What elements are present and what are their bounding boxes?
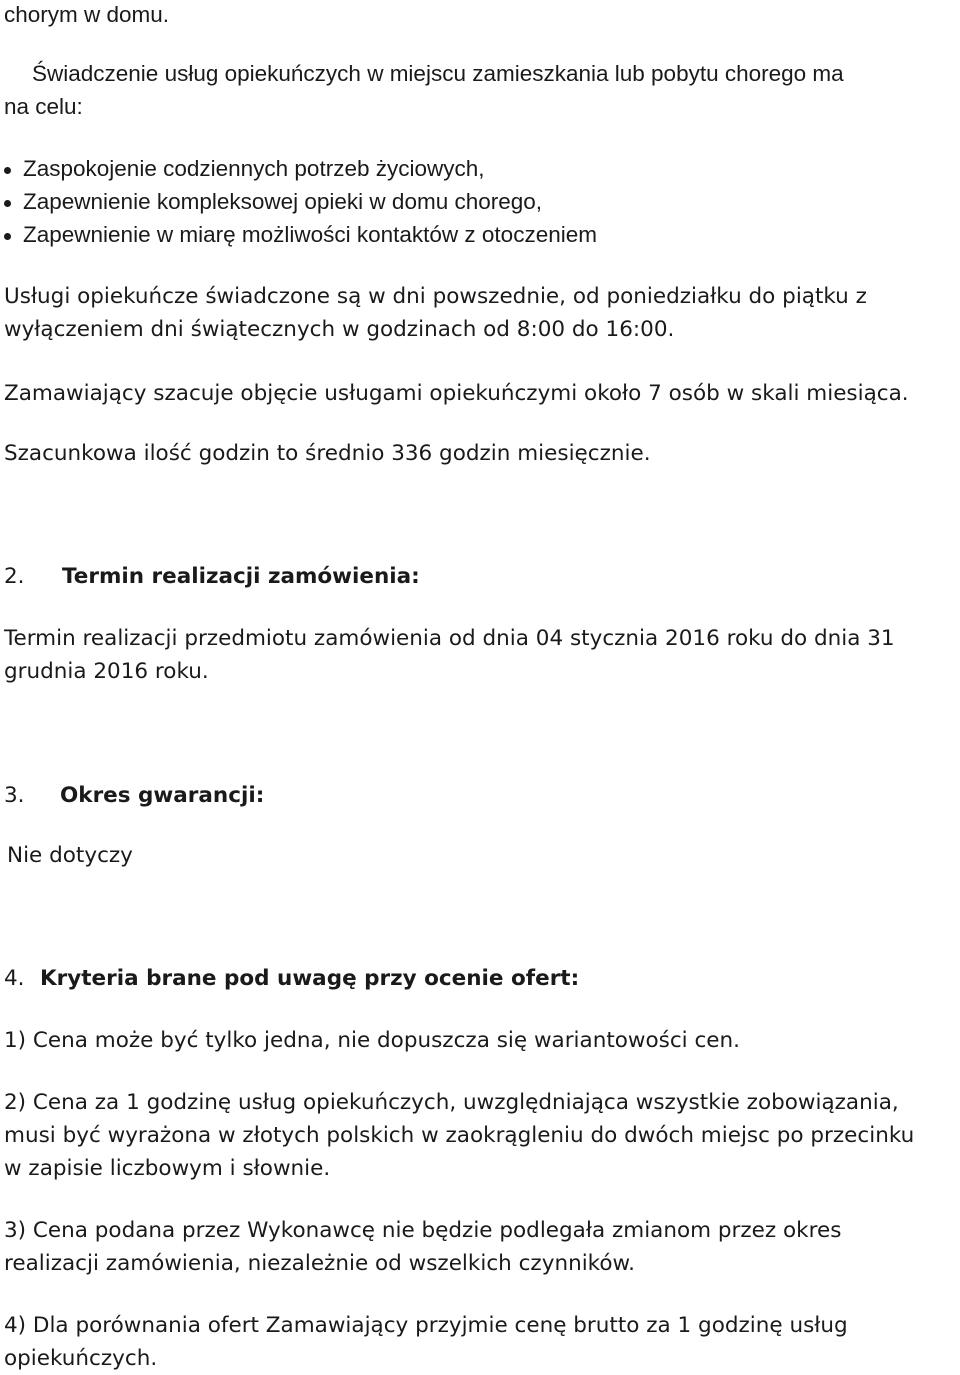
criterion-2-line-3: w zapisie liczbowym i słownie. [4, 1156, 331, 1181]
criterion-2-line-2: musi być wyrażona w złotych polskich w zaokrągleniu do dwóch miejsc po przecinku [4, 1123, 915, 1148]
criterion-4-line-1: 4) Dla porównania ofert Zamawiający przyjmie cenę brutto za 1 godzinę usług [4, 1313, 848, 1338]
section-2-number: 2. [4, 564, 25, 589]
section-2-line-2: grudnia 2016 roku. [4, 659, 209, 684]
goals-list [0, 152, 597, 251]
criterion-1: 1) Cena może być tylko jedna, nie dopuszcza się wariantowości cen. [4, 1028, 740, 1053]
section-2-heading [4, 560, 420, 593]
section-3-text: Nie dotyczy [7, 843, 133, 868]
goal-item: Zapewnienie kompleksowej opieki w domu chorego, [0, 185, 597, 218]
section-4-number: 4. [4, 966, 25, 991]
intro-fragment: chorym w domu. [4, 2, 170, 27]
goal-item: Zaspokojenie codziennych potrzeb życiowych, [0, 152, 597, 185]
section-3-heading [4, 779, 264, 812]
services-line-1: Usługi opiekuńcze świadczone są w dni powszednie, od poniedziałku do piątku z [4, 284, 867, 309]
section-2-line-1: Termin realizacji przedmiotu zamówienia od dnia 04 stycznia 2016 roku do dnia 31 [4, 626, 895, 651]
intro-paragraph-line-1: Świadczenie usług opiekuńczych w miejscu zamieszkania lub pobytu chorego ma [32, 61, 844, 86]
section-4-title: Kryteria brane pod uwagę przy ocenie ofert: [40, 966, 580, 991]
section-4-heading [4, 962, 579, 995]
criterion-4-line-2: opiekuńczych. [4, 1346, 158, 1371]
hours-text: Szacunkowa ilość godzin to średnio 336 godzin miesięcznie. [4, 441, 651, 466]
section-3-title: Okres gwarancji: [60, 783, 265, 808]
criterion-3-line-1: 3) Cena podana przez Wykonawcę nie będzie podlegała zmianom przez okres [4, 1218, 842, 1243]
section-3-number: 3. [4, 783, 25, 808]
section-2-title: Termin realizacji zamówienia: [62, 564, 420, 589]
services-line-2: wyłączeniem dni świątecznych w godzinach od 8:00 do 16:00. [4, 317, 675, 342]
goal-item: Zapewnienie w miarę możliwości kontaktów z otoczeniem [0, 218, 597, 251]
criterion-3-line-2: realizacji zamówienia, niezależnie od wszelkich czynników. [4, 1251, 635, 1276]
estimate-text: Zamawiający szacuje objęcie usługami opiekuńczymi około 7 osób w skali miesiąca. [4, 381, 909, 406]
criterion-2-line-1: 2) Cena za 1 godzinę usług opiekuńczych, uwzględniająca wszystkie zobowiązania, [4, 1090, 899, 1115]
intro-paragraph-line-2: na celu: [4, 94, 83, 119]
